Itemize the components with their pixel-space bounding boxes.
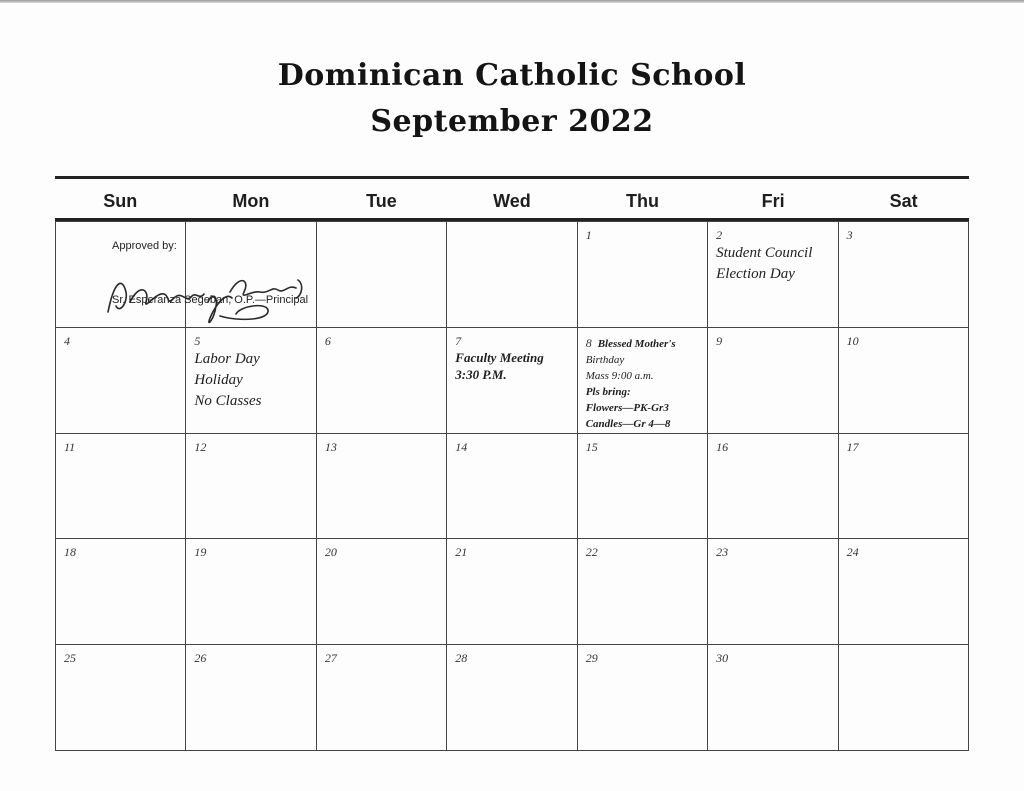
- weekday-header-fri: Fri: [761, 191, 785, 211]
- day-number: 24: [846, 545, 859, 560]
- calendar-day-cell: [839, 327, 969, 433]
- calendar-day-cell: [447, 327, 577, 433]
- weekday-header-row: [55, 184, 969, 218]
- weekday-header-mon: Mon: [232, 191, 270, 211]
- day-number: 16: [716, 439, 729, 454]
- day-number: 7: [455, 333, 462, 348]
- calendar-event-text: Labor Day: [194, 350, 260, 367]
- signer-name: Sr. Esperanza Segeban, O.P.—Principal: [112, 294, 309, 306]
- day-number: 3: [846, 228, 853, 242]
- calendar-day-cell: [56, 327, 186, 433]
- calendar-event-text: Blessed Mother's: [597, 337, 676, 350]
- day-number: 28: [455, 651, 468, 666]
- day-number: 6: [324, 333, 331, 348]
- day-number: 11: [64, 439, 76, 454]
- calendar-day-cell: [447, 538, 577, 644]
- page-top-edge: [0, 0, 1024, 3]
- day-number: 9: [716, 333, 723, 348]
- calendar-day-cell: [839, 433, 969, 539]
- calendar-day-cell: [839, 221, 969, 327]
- day-number: 2: [716, 228, 723, 242]
- calendar-day-cell: [578, 433, 708, 539]
- calendar-day-cell: [317, 327, 447, 433]
- calendar-day-cell: [186, 327, 316, 433]
- calendar-event-text: Student Council: [716, 245, 813, 261]
- day-number: 14: [455, 439, 468, 454]
- approved-by-label: Approved by:: [112, 240, 177, 252]
- calendar-day-cell: [317, 644, 447, 750]
- day-number: 30: [716, 651, 729, 666]
- day-number: 23: [716, 545, 729, 560]
- calendar-day-cell: [839, 538, 969, 644]
- day-number: 12: [194, 439, 207, 454]
- day-number: 29: [585, 651, 598, 666]
- calendar-day-cell: [708, 221, 838, 327]
- header-top-rule: [55, 176, 969, 179]
- day-number: 19: [194, 545, 207, 560]
- day-number: 20: [324, 545, 337, 560]
- day-number: 10: [846, 333, 859, 348]
- weekday-header-sat: Sat: [889, 191, 918, 211]
- day-number: 15: [585, 439, 598, 454]
- weekday-header-tue: Tue: [366, 191, 397, 211]
- calendar-day-cell: [56, 644, 186, 750]
- calendar-day-cell: [839, 644, 969, 750]
- calendar-event-text: Faculty Meeting: [455, 349, 544, 365]
- calendar-day-cell: [56, 538, 186, 644]
- calendar-day-cell: [317, 221, 447, 327]
- calendar-event-text: Holiday: [194, 371, 243, 388]
- calendar-day-cell: [186, 644, 316, 750]
- calendar-day-cell: [708, 327, 838, 433]
- calendar-day-cell: [578, 644, 708, 750]
- calendar-event-text: Flowers—PK-Gr3: [585, 401, 669, 414]
- day-number: 8: [585, 335, 592, 350]
- month-title: September 2022: [370, 104, 654, 139]
- calendar-day-cell: [447, 221, 577, 327]
- day-number: 1: [585, 228, 592, 242]
- calendar-day-cell: [708, 538, 838, 644]
- day-number: 22: [585, 545, 598, 560]
- day-number: 26: [194, 651, 207, 666]
- calendar-day-cell: [56, 433, 186, 539]
- calendar-event-text: Mass 9:00 a.m.: [585, 369, 654, 382]
- day-number: 17: [846, 439, 859, 454]
- weekday-header-thu: Thu: [626, 191, 660, 211]
- calendar-event-text: Birthday: [585, 353, 625, 366]
- calendar-event-text: Pls bring:: [585, 385, 631, 398]
- day-number: 25: [64, 651, 76, 666]
- calendar-day-cell: [708, 433, 838, 539]
- school-title: Dominican Catholic School: [277, 58, 747, 93]
- calendar-event-text: Candles—Gr 4—8: [585, 417, 671, 430]
- calendar-day-cell: [447, 433, 577, 539]
- calendar-day-cell: [186, 433, 316, 539]
- day-number: 5: [194, 333, 201, 348]
- day-number: 4: [64, 333, 70, 348]
- weekday-header-sun: Sun: [103, 191, 138, 211]
- calendar-day-cell: [186, 538, 316, 644]
- calendar-day-cell: [317, 433, 447, 539]
- weekday-header-wed: Wed: [493, 191, 531, 211]
- calendar-day-cell: [578, 538, 708, 644]
- day-number: 18: [64, 545, 76, 560]
- calendar-event-text: No Classes: [194, 392, 262, 409]
- day-number: 27: [324, 651, 337, 666]
- calendar-day-cell: [708, 644, 838, 750]
- day-number: 21: [455, 545, 468, 560]
- calendar-day-cell: [578, 221, 708, 327]
- calendar-day-cell: [447, 644, 577, 750]
- calendar-day-cell: [317, 538, 447, 644]
- calendar-event-text: 3:30 P.M.: [455, 366, 507, 382]
- day-number: 13: [324, 439, 337, 454]
- calendar-event-text: Election Day: [716, 266, 795, 282]
- calendar-day-cell: [578, 327, 708, 433]
